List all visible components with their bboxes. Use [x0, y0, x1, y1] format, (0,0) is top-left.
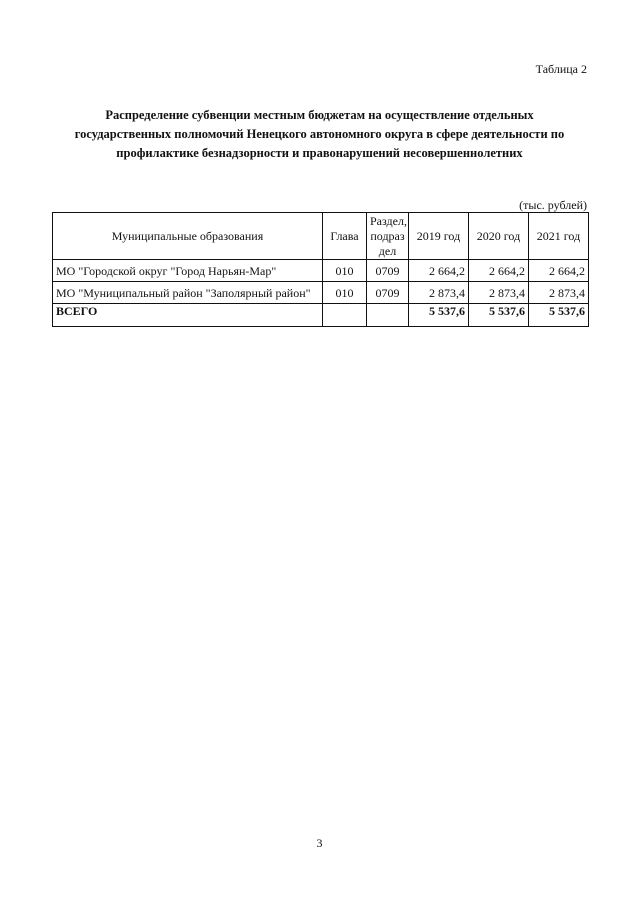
- row-2020: 2 664,2: [469, 260, 529, 282]
- header-section-line-1: Раздел,: [370, 213, 407, 228]
- row-section: 0709: [367, 282, 409, 304]
- document-title: [40, 106, 599, 163]
- row-2021: 2 664,2: [529, 260, 589, 282]
- header-section-line-2: подраз: [370, 228, 405, 243]
- table-row: [53, 282, 589, 304]
- header-municipality: Муниципальные образования: [53, 213, 323, 260]
- total-row: [53, 304, 589, 327]
- title-line-1: Распределение субвенции местным бюджетам на осуществление отдельных: [105, 108, 534, 122]
- row-municipality: МО "Муниципальный район "Заполярный район": [53, 282, 323, 304]
- row-2020: 2 873,4: [469, 282, 529, 304]
- header-2021: 2021 год: [529, 213, 589, 260]
- units-label: (тыс. рублей): [519, 198, 587, 212]
- total-chapter-empty: [323, 304, 367, 327]
- header-section-line-3: дел: [378, 243, 397, 258]
- table-header-row: [53, 213, 589, 260]
- row-chapter: 010: [323, 282, 367, 304]
- header-section: [367, 213, 409, 260]
- total-2020: 5 537,6: [469, 304, 529, 327]
- table-number: Таблица 2: [535, 62, 587, 76]
- header-chapter: Глава: [323, 213, 367, 260]
- row-chapter: 010: [323, 260, 367, 282]
- total-2019: 5 537,6: [409, 304, 469, 327]
- row-2021: 2 873,4: [529, 282, 589, 304]
- header-2019: 2019 год: [409, 213, 469, 260]
- total-label: ВСЕГО: [53, 304, 323, 327]
- page-number: 3: [316, 836, 323, 850]
- title-line-3: профилактике безнадзорности и правонарушений несовершеннолетних: [116, 146, 523, 160]
- subvention-table: [52, 212, 589, 327]
- total-2021: 5 537,6: [529, 304, 589, 327]
- row-municipality: МО "Городской округ "Город Нарьян-Мар": [53, 260, 323, 282]
- table-row: [53, 260, 589, 282]
- header-2020: 2020 год: [469, 213, 529, 260]
- total-section-empty: [367, 304, 409, 327]
- row-2019: 2 664,2: [409, 260, 469, 282]
- title-line-2: государственных полномочий Ненецкого автономного округа в сфере деятельности по: [74, 127, 565, 141]
- row-2019: 2 873,4: [409, 282, 469, 304]
- row-section: 0709: [367, 260, 409, 282]
